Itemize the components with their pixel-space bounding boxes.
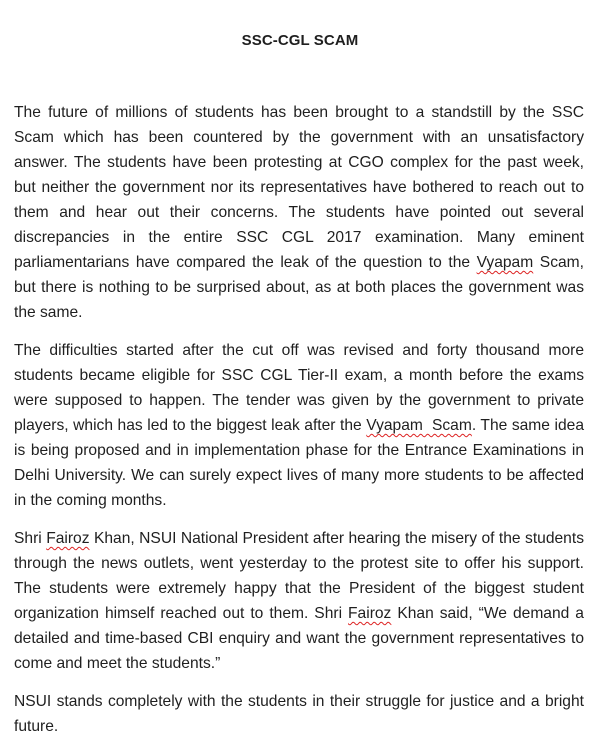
text-run: . The same idea is being proposed and in implementation phase for the Entrance Examinations in Delhi University. We can surely expect lives of many more students to be affected in the coming months. bbox=[14, 417, 584, 509]
paragraph bbox=[14, 689, 584, 739]
document-title: SSC-CGL SCAM bbox=[241, 32, 359, 49]
text-run: Khan said, “We demand a detailed and time-based CBI enquiry and want the government representatives to come and meet the students.” bbox=[14, 605, 584, 672]
text-run: Shri bbox=[14, 530, 47, 547]
text-run: Khan, NSUI National President after hearing the misery of the students through the news outlets, went yesterday to the protest site to offer his support. The students were extremely happy that the President of the biggest student organization himself reached out to them. Shri bbox=[14, 530, 584, 622]
spellcheck-flagged-word[interactable]: Fairoz bbox=[348, 605, 392, 622]
spellcheck-flagged-word[interactable]: Fairoz bbox=[46, 530, 90, 547]
text-run: Scam, but there is nothing to be surprised about, as at both places the government was the same. bbox=[14, 254, 584, 321]
paragraph bbox=[14, 526, 584, 676]
spellcheck-flagged-word[interactable]: Vyapam Scam bbox=[366, 417, 472, 434]
text-run: The future of millions of students has been brought to a standstill by the SSC Scam which has been countered by the government with an unsatisfactory answer. The students have been protesting at CGO complex for the past week, but neither the government nor its representatives have bothered to reach out to them and hear out their concerns. The students have pointed out several discrepancies in the entire SSC CGL 2017 examination. Many eminent parliamentarians have compared the leak of the question to the bbox=[14, 104, 584, 271]
paragraph bbox=[14, 100, 584, 325]
text-run: The difficulties started after the cut off was revised and forty thousand more students became eligible for SSC CGL Tier-II exam, a month before the exams were supposed to happen. The tender was given by the government to private players, which has led to the biggest leak after the bbox=[14, 342, 584, 434]
paragraph bbox=[14, 338, 584, 513]
text-run: NSUI stands completely with the students in their struggle for justice and a bright future. bbox=[14, 693, 584, 735]
spellcheck-flagged-word[interactable]: Vyapam bbox=[476, 254, 534, 271]
document-body bbox=[14, 100, 584, 752]
